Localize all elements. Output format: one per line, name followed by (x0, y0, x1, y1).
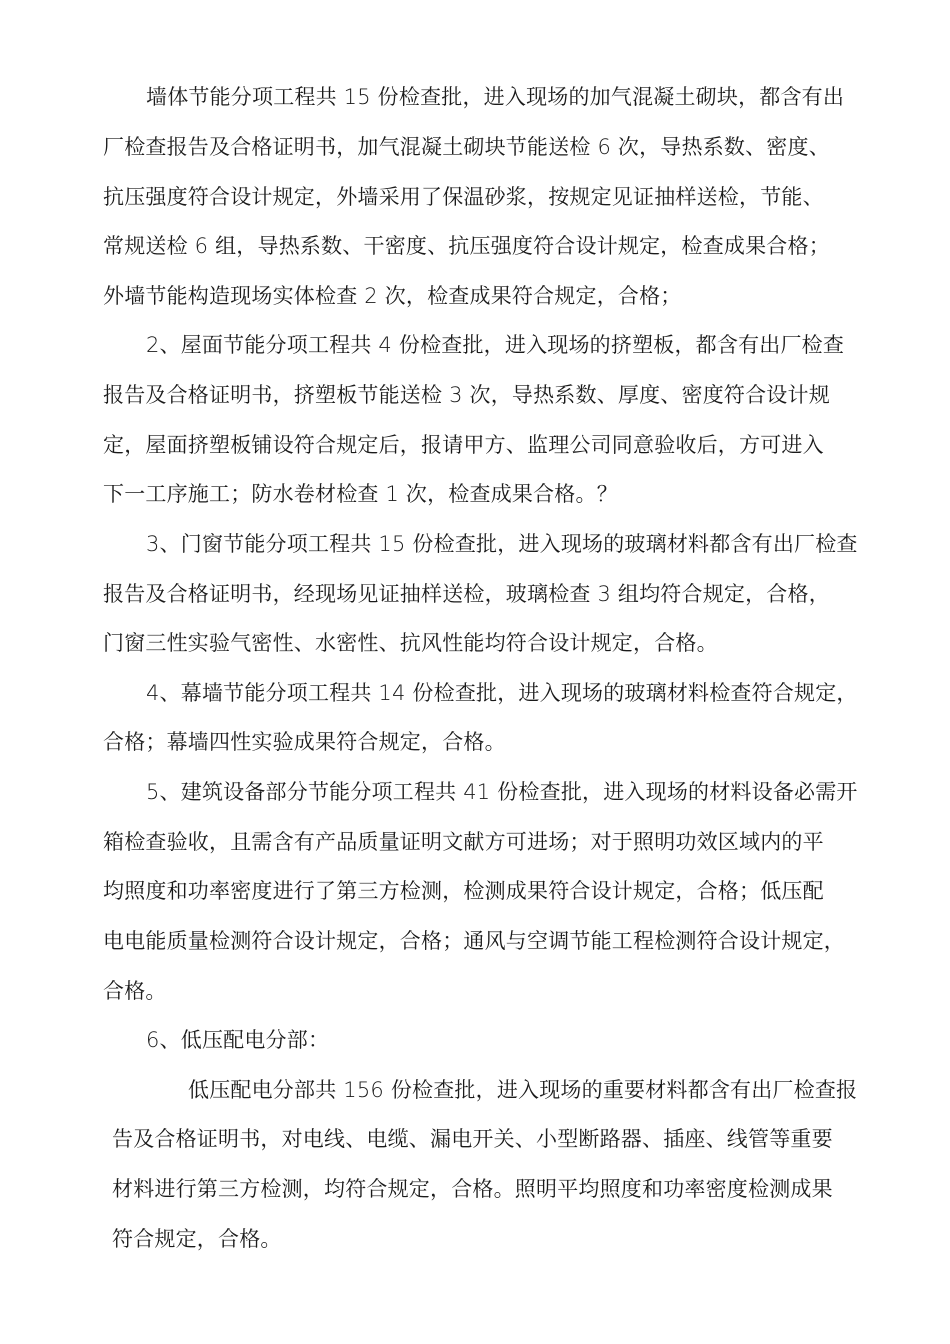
text-line: 告及合格证明书，对电线、电缆、漏电开关、小型断路器、插座、线管等重要 (112, 1127, 833, 1151)
text-line: 常规送检 6 组，导热系数、干密度、抗压强度符合设计规定，检查成果合格； (103, 234, 830, 258)
text-line: 3、门窗节能分项工程共 15 份检查批，进入现场的玻璃材料都含有出厂检查 (146, 532, 858, 556)
text-line: 合格。 (103, 979, 167, 1003)
text-line: 均照度和功率密度进行了第三方检测，检测成果符合设计规定，合格；低压配 (103, 879, 824, 903)
text-line: 报告及合格证明书，经现场见证抽样送检，玻璃检查 3 组均符合规定，合格， (103, 582, 830, 606)
text-line: 低压配电分部共 156 份检查批，进入现场的重要材料都含有出厂检查报 (188, 1078, 858, 1102)
text-line: 定，屋面挤塑板铺设符合规定后，报请甲方、监理公司同意验收后，方可进入 (103, 433, 824, 457)
text-line: 墙体节能分项工程共 15 份检查批，进入现场的加气混凝土砌块，都含有出 (146, 85, 845, 109)
text-line: 5、建筑设备部分节能分项工程共 41 份检查批，进入现场的材料设备必需开 (146, 780, 858, 804)
text-line: 外墙节能构造现场实体检查 2 次，检查成果符合规定，合格； (103, 284, 682, 308)
text-line: 报告及合格证明书，挤塑板节能送检 3 次，导热系数、厚度、密度符合设计规 (103, 383, 830, 407)
text-line: 6、低压配电分部： (146, 1028, 330, 1052)
text-line: 符合规定，合格。 (112, 1227, 282, 1251)
text-line: 材料进行第三方检测，均符合规定，合格。照明平均照度和功率密度检测成果 (112, 1177, 833, 1201)
text-line: 下一工序施工；防水卷材检查 1 次，检查成果合格。？ (103, 482, 618, 506)
text-line: 合格；幕墙四性实验成果符合规定，合格。 (103, 730, 506, 754)
text-line: 门窗三性实验气密性、水密性、抗风性能均符合设计规定，合格。 (103, 631, 718, 655)
text-line: 4、幕墙节能分项工程共 14 份检查批，进入现场的玻璃材料检查符合规定， (146, 681, 858, 705)
text-line: 箱检查验收，且需含有产品质量证明文献方可进场；对于照明功效区域内的平 (103, 830, 824, 854)
text-line: 抗压强度符合设计规定，外墙采用了保温砂浆，按规定见证抽样送检，节能、 (103, 185, 824, 209)
text-line: 2、屋面节能分项工程共 4 份检查批，进入现场的挤塑板，都含有出厂检查 (146, 333, 845, 357)
text-line: 厂检查报告及合格证明书，加气混凝土砌块节能送检 6 次，导热系数、密度、 (103, 135, 830, 159)
text-line: 电电能质量检测符合设计规定，合格；通风与空调节能工程检测符合设计规定， (103, 929, 845, 953)
